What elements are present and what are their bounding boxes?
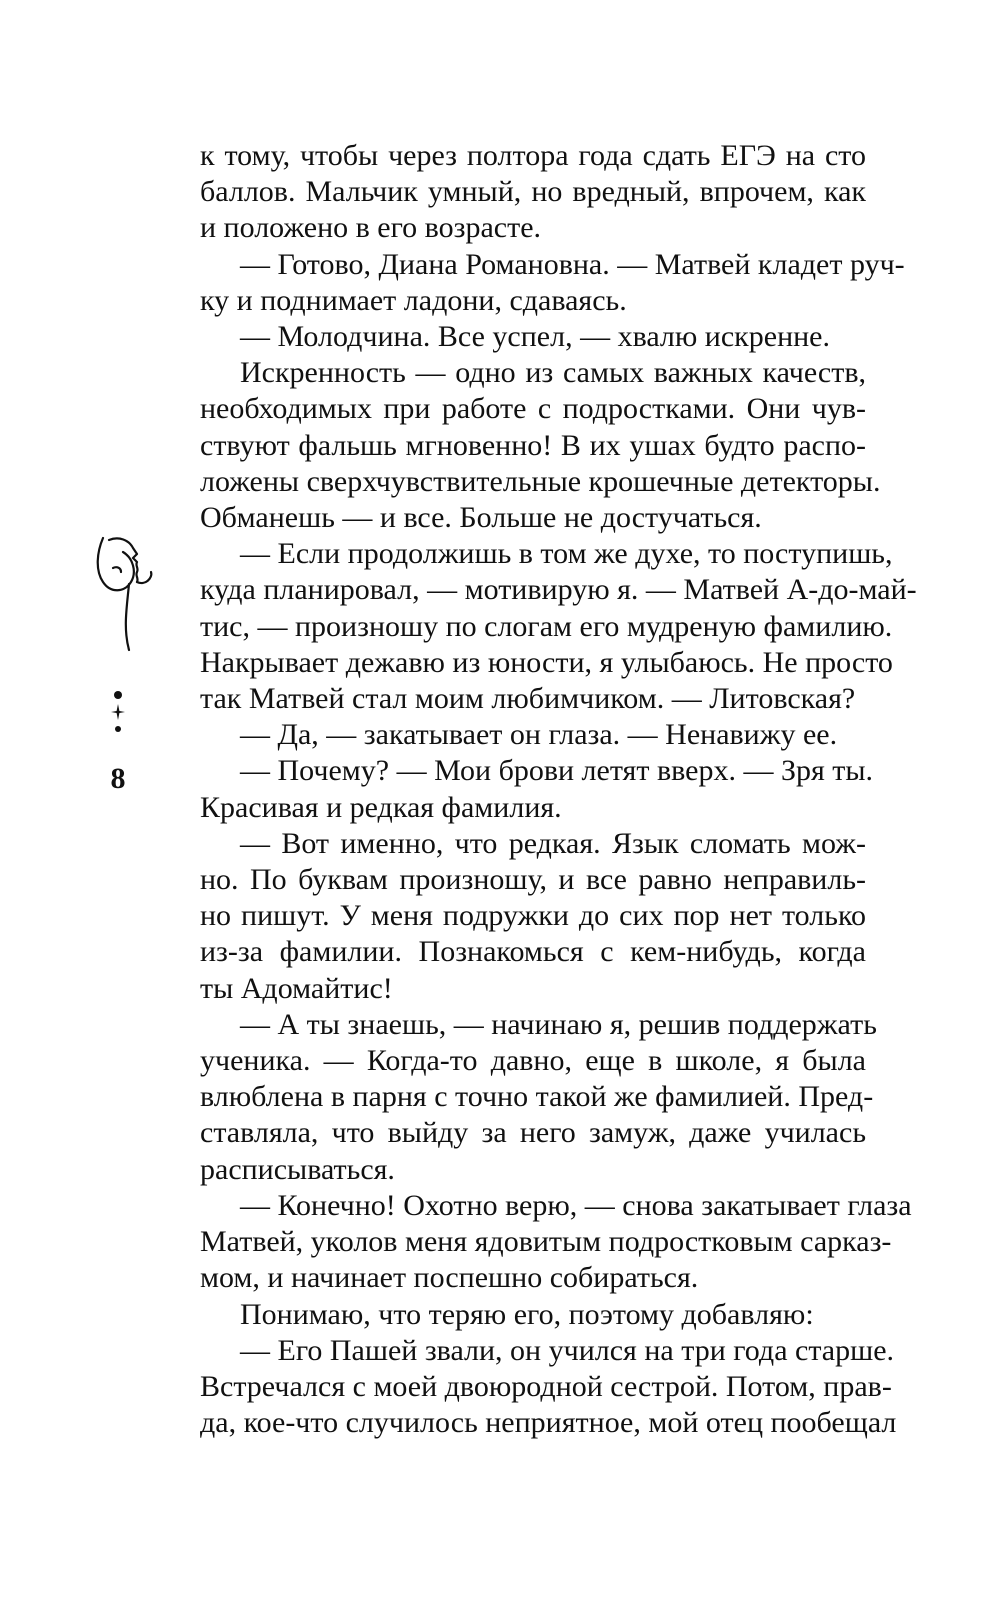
text-line: ученика. — Когда-то давно, еще в школе, я была — [200, 1044, 866, 1078]
face-profile-line-drawing-icon — [93, 528, 165, 658]
text-line: Понимаю, что теряю его, поэтому добавляю: — [240, 1297, 814, 1331]
text-line: ствуют фальшь мгновенно! В их ушах будто распо- — [200, 428, 866, 462]
text-line: Накрывает дежавю из юности, я улыбаюсь. Не просто — [200, 645, 893, 679]
text-line: и положено в его возрасте. — [200, 211, 542, 245]
text-line: Обманешь — и все. Больше не достучаться. — [200, 501, 762, 535]
text-line: ложены сверхчувствительные крошечные детекторы. — [200, 464, 881, 498]
text-line: так Матвей стал моим любимчиком. — Литовская? — [200, 682, 856, 716]
text-line: куда планировал, — мотивирую я. — Матвей А-до-май- — [200, 573, 917, 607]
text-line: из-за фамилии. Познакомься с кем-нибудь, когда — [200, 935, 866, 969]
text-line: — Его Пашей звали, он учился на три года старше. — [240, 1333, 895, 1367]
body-text — [200, 138, 917, 1441]
text-line: — А ты знаешь, — начинаю я, решив поддержать — [240, 1007, 877, 1041]
text-line: — Да, — закатывает он глаза. — Ненавижу ее. — [240, 718, 838, 752]
text-line: влюблена в парня с точно такой же фамилией. Пред- — [200, 1080, 874, 1114]
text-line: необходимых при работе с подростками. Они чув- — [200, 392, 866, 426]
text-line: — Вот именно, что редкая. Язык сломать мож- — [240, 826, 866, 860]
text-line: Матвей, уколов меня ядовитым подростковым сарказ- — [200, 1225, 892, 1259]
text-line: тис, — произношу по слогам его мудреную фамилию. — [200, 609, 893, 643]
text-line: — Молодчина. Все успел, — хвалю искренне. — [240, 320, 830, 354]
text-line: да, кое-что случилось неприятное, мой отец пообещал — [200, 1406, 897, 1440]
text-line: баллов. Мальчик умный, но вредный, впрочем, как — [200, 175, 866, 209]
text-line: — Почему? — Мои брови летят вверх. — Зря ты. — [240, 754, 874, 788]
dot-star-dot-ornament-icon — [110, 690, 126, 734]
text-line: — Если продолжишь в том же духе, то поступишь, — [240, 537, 893, 571]
text-line: ты Адомайтис! — [200, 971, 393, 1005]
page-number: 8 — [110, 762, 126, 795]
text-line: Встречался с моей двоюродной сестрой. Потом, прав- — [200, 1369, 892, 1403]
text-line: — Готово, Диана Романовна. — Матвей кладет руч- — [240, 247, 905, 281]
text-line: расписываться. — [200, 1152, 395, 1186]
text-line: но. По буквам произношу, и все равно неправиль- — [200, 863, 866, 897]
text-line: мом, и начинает поспешно собираться. — [200, 1261, 699, 1295]
text-line: но пишут. У меня подружки до сих пор нет только — [200, 899, 866, 933]
text-line: Искренность — одно из самых важных качеств, — [240, 356, 866, 390]
text-line: — Конечно! Охотно верю, — снова закатывает глаза — [240, 1188, 912, 1222]
text-line: ставляла, что выйду за него замуж, даже училась — [200, 1116, 866, 1150]
text-line: Красивая и редкая фамилия. — [200, 790, 562, 824]
text-line: ку и поднимает ладони, сдаваясь. — [200, 283, 627, 317]
text-line: к тому, чтобы через полтора года сдать ЕГЭ на сто — [200, 139, 866, 172]
